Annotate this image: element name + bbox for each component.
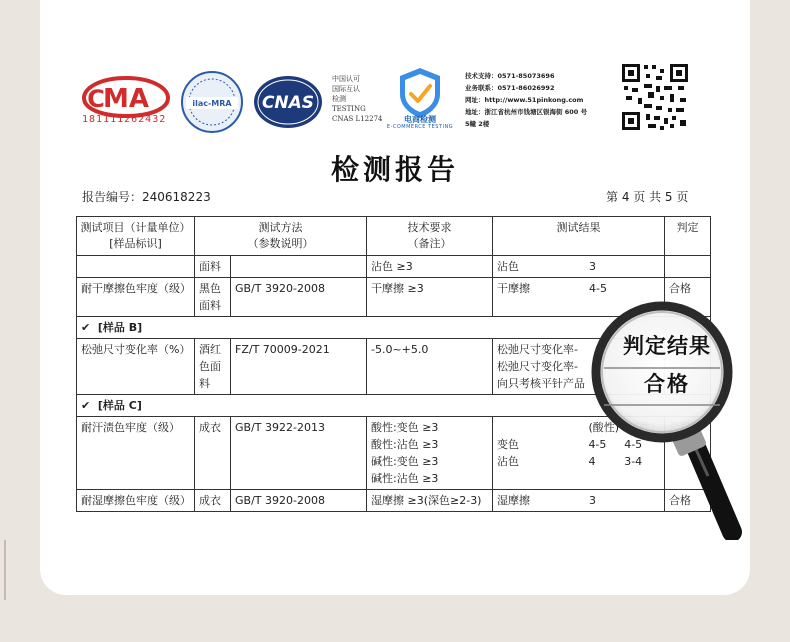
svg-text:ilac-MRA: ilac-MRA [192, 99, 232, 108]
ecommerce-sub: E-COMMERCE TESTING [386, 124, 454, 130]
sample-b-row: ✔ [样品 B] [77, 317, 711, 339]
table-row: 耐湿摩擦色牢度（级） 成衣 GB/T 3920-2008 湿摩擦 ≥3(深色≥2-3) 湿摩擦 3 合格 [77, 490, 711, 512]
svg-text:CNAS: CNAS [261, 93, 315, 113]
header-requirement: 技术要求 （备注） [367, 217, 493, 256]
website: 网址：http://www.51pinkong.com [465, 96, 584, 104]
tech-support: 技术支持：0571-85073696 [465, 72, 555, 80]
table-row: 松弛尺寸变化率（%） 酒红 色面 料 FZ/T 70009-2021 -5.0~+5.0 松弛尺寸变化率- 松弛尺寸变化率- 向只考核平针产品 [77, 339, 711, 395]
ilac-mra-logo-icon [180, 70, 244, 134]
table-row: 耐汗渍色牢度（级） 成衣 GB/T 3922-2013 酸性:变色 ≥3 酸性:沾色 ≥3 碱性:变色 ≥3 碱性:沾色 ≥3 (酸性) 变色 4-5 4-5 沾色 4 3-4 [77, 417, 711, 490]
header-judgement: 判定 [665, 217, 711, 256]
business-contact: 业务联系：0571-86026992 [465, 84, 555, 92]
contact-info [465, 70, 587, 130]
edge-mark [4, 540, 6, 600]
magnified-judgement-value: 合格 [644, 372, 690, 396]
check-icon: ✔ [81, 321, 91, 334]
page-indicator: 第 4 页 共 5 页 [606, 190, 689, 204]
cnas-logo-icon [252, 74, 324, 130]
report-number: 报告编号：240618223 [82, 190, 211, 204]
check-icon: ✔ [81, 399, 91, 412]
cma-number: 181111262432 [82, 114, 167, 125]
ecommerce-label: 电商检测 [404, 115, 436, 124]
header-result: 测试结果 [493, 217, 665, 256]
table-row: 面料 沾色 ≥3 沾色 3 [77, 256, 711, 278]
table-header-row [77, 217, 711, 256]
accreditation-text: 中国认可 国际互认 检测 TESTING CNAS L12274 [332, 75, 383, 123]
svg-text:C: C [87, 85, 105, 113]
header-item: 测试项目（计量单位） [样品标识] [77, 217, 195, 256]
sample-c-row: ✔ [样品 C] [77, 395, 711, 417]
certification-logos [80, 60, 720, 140]
header-method: 测试方法 （参数说明） [195, 217, 367, 256]
address-line2: 5幢 2楼 [465, 120, 490, 128]
address: 地址：浙江省杭州市钱塘区银海街 600 号 [465, 108, 588, 116]
magnified-judgement-label: 判定结果 [623, 334, 711, 358]
qr-code-icon [620, 62, 690, 132]
table-row: 耐干摩擦色牢度（级） 黑色 面料 GB/T 3920-2008 干摩擦 ≥3 干摩擦 4-5 合格 [77, 278, 711, 317]
svg-text:MA: MA [103, 84, 149, 114]
document-title: 检测报告 [330, 153, 459, 186]
